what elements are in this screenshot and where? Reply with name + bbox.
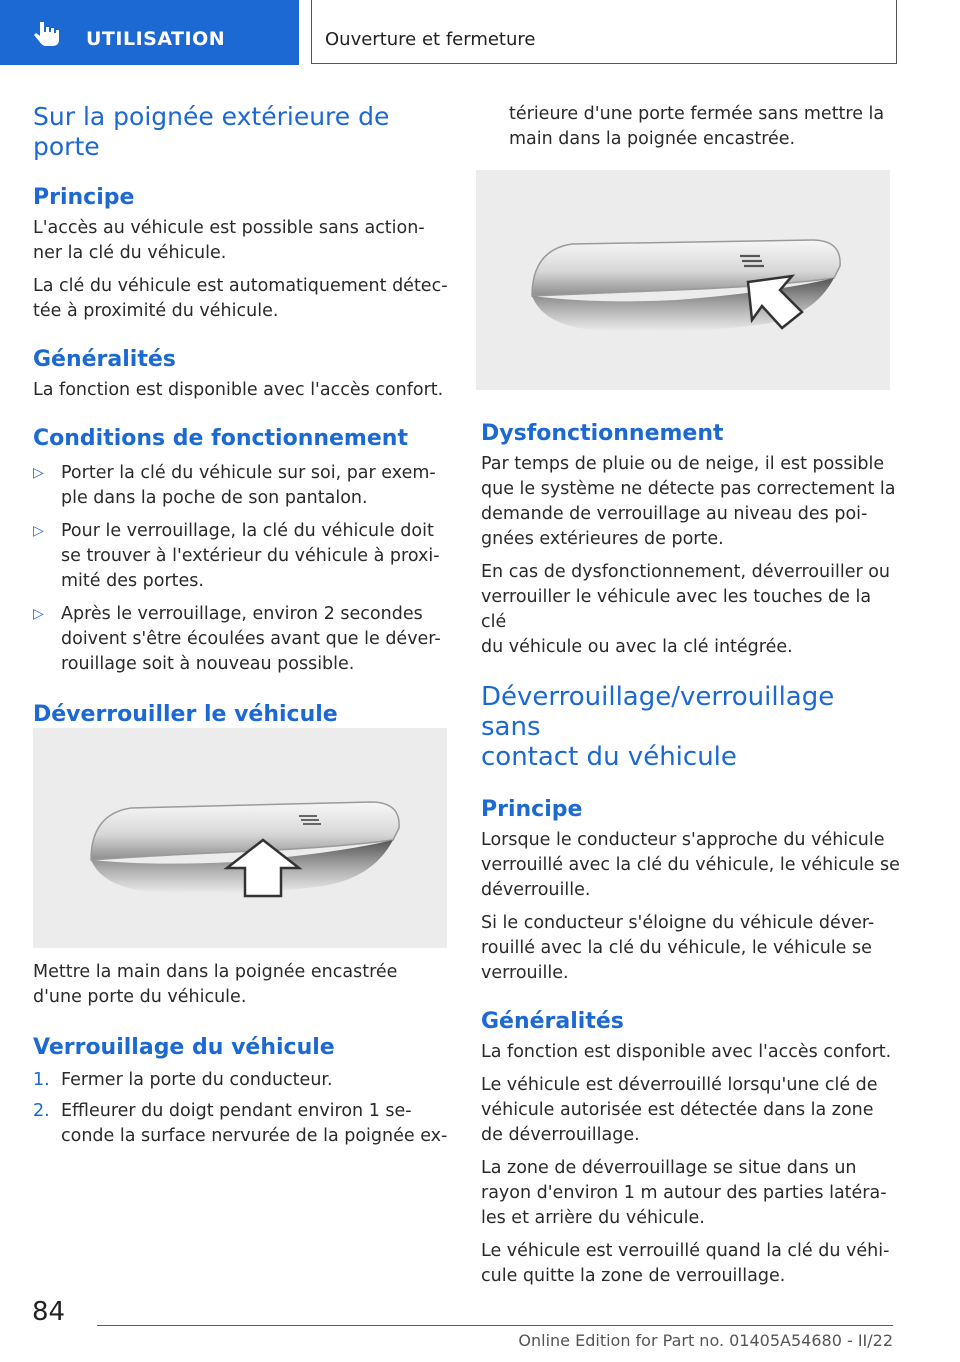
footer-edition: Online Edition for Part no. 01405A54680 - II/22 bbox=[518, 1331, 893, 1350]
principe-text-2: La clé du véhicule est automatiquement détec- tée à proximité du véhicule. bbox=[33, 276, 448, 321]
left-column bbox=[33, 102, 453, 729]
right-column-top bbox=[509, 102, 899, 152]
step-continuation: térieure d'une porte fermée sans mettre la main dans la poignée encastrée. bbox=[509, 104, 885, 149]
footer-divider bbox=[97, 1325, 893, 1326]
condition-item: ▷ Après le verrouillage, environ 2 secondes doivent s'être écoulées avant que le déver- rouillage soit à nouveau possible. bbox=[33, 604, 441, 674]
section-label: UTILISATION bbox=[86, 28, 226, 50]
generalites-right-text-3: La zone de déverrouillage se situe dans un rayon d'environ 1 m autour des parties latéra- les et arrière du véhicule. bbox=[481, 1158, 887, 1228]
generalites-heading-right: Généralités bbox=[481, 1009, 624, 1034]
left-column-lower bbox=[33, 960, 453, 1149]
triangle-bullet-icon: ▷ bbox=[33, 465, 44, 481]
generalites-right-text-2: Le véhicule est déverrouillé lorsqu'une clé de véhicule autorisée est détectée dans la zone de déverrouillage. bbox=[481, 1075, 878, 1145]
step-item: 1. Fermer la porte du conducteur. bbox=[33, 1070, 333, 1090]
triangle-bullet-icon: ▷ bbox=[33, 523, 44, 539]
door-handle-photo-unlock bbox=[33, 728, 447, 948]
step-item: 2. Effleurer du doigt pendant environ 1 se- conde la surface nervurée de la poignée ex- bbox=[33, 1101, 448, 1146]
principe-text: L'accès au véhicule est possible sans action- ner la clé du véhicule. bbox=[33, 218, 425, 263]
principe-right-text: Lorsque le conducteur s'approche du véhicule verrouillé avec la clé du véhicule, le véhicule se déverrouille. bbox=[481, 830, 900, 900]
condition-item: ▷ Pour le verrouillage, la clé du véhicule doit se trouver à l'extérieur du véhicule à proxi- mité des portes. bbox=[33, 521, 440, 591]
deverrouiller-text: Mettre la main dans la poignée encastrée d'une porte du véhicule. bbox=[33, 962, 398, 1007]
door-handle-photo-lock bbox=[476, 170, 890, 390]
door-handle-illustration bbox=[476, 170, 890, 390]
deverrouiller-heading: Déverrouiller le véhicule bbox=[33, 702, 338, 727]
triangle-bullet-icon: ▷ bbox=[33, 606, 44, 622]
principe-right-text-2: Si le conducteur s'éloigne du véhicule déver- rouillé avec la clé du véhicule, le véhicule se verrouille. bbox=[481, 913, 875, 983]
verrouillage-heading: Verrouillage du véhicule bbox=[33, 1035, 335, 1060]
principe-heading-right: Principe bbox=[481, 797, 583, 822]
principe-heading: Principe bbox=[33, 185, 135, 210]
sans-contact-heading: Déverrouillage/verrouillage sans contact du véhicule bbox=[481, 682, 835, 772]
right-column bbox=[481, 420, 901, 1289]
dysfonctionnement-text: Par temps de pluie ou de neige, il est possible que le système ne détecte pas correctement la demande de verrouillage au niveau des poi- gnées extérieures de porte. bbox=[481, 454, 896, 549]
generalites-heading: Généralités bbox=[33, 347, 176, 372]
generalites-right-text: La fonction est disponible avec l'accès confort. bbox=[481, 1042, 892, 1062]
dysfonctionnement-text-2: En cas de dysfonctionnement, déverrouiller ou verrouiller le véhicule avec les touches de la clé du véhicule ou avec la clé intégrée. bbox=[481, 562, 891, 657]
chapter-title: Ouverture et fermeture bbox=[325, 29, 536, 50]
generalites-text: La fonction est disponible avec l'accès confort. bbox=[33, 380, 444, 400]
main-heading: Sur la poignée extérieure de porte bbox=[33, 102, 390, 161]
condition-item: ▷ Porter la clé du véhicule sur soi, par exem- ple dans la poche de son pantalon. bbox=[33, 463, 436, 508]
dysfonctionnement-heading: Dysfonctionnement bbox=[481, 421, 724, 446]
conditions-heading: Conditions de fonctionnement bbox=[33, 426, 408, 451]
hand-touch-icon bbox=[30, 18, 66, 48]
door-handle-illustration bbox=[33, 728, 447, 948]
generalites-right-text-4: Le véhicule est verrouillé quand la clé du véhi- cule quitte la zone de verrouillage. bbox=[481, 1241, 890, 1286]
page-number: 84 bbox=[32, 1297, 66, 1327]
